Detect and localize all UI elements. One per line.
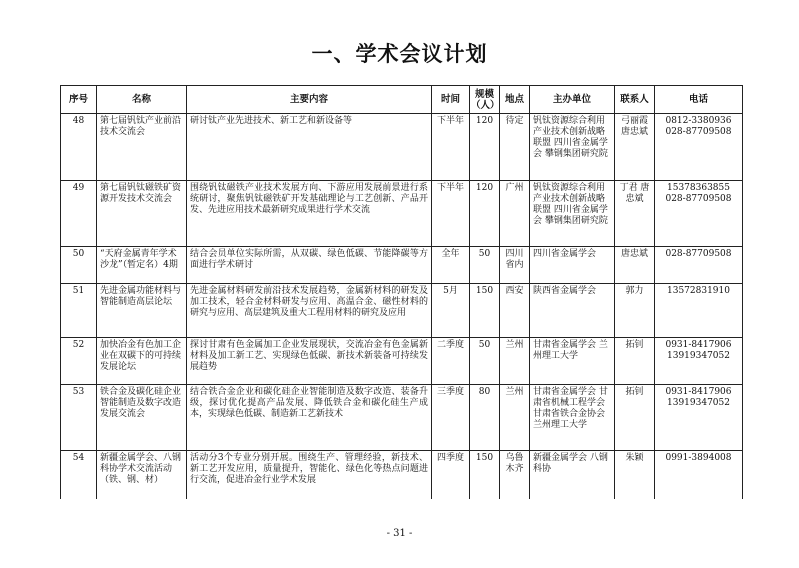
table-row [61,181,743,247]
col-header-time: 时间 [432,86,470,114]
col-header-content: 主要内容 [187,86,432,114]
cell-organizer: 新疆金属学会 八钢科协 [530,451,615,499]
col-header-scale: 规模（人） [470,86,500,114]
col-header-place: 地点 [500,86,530,114]
cell-scale: 120 [470,181,500,247]
cell-time: 三季度 [432,385,470,451]
table-header-row [61,86,743,114]
cell-contact: 弓丽霞 唐忠斌 [615,114,655,181]
cell-contact: 丁君 唐忠斌 [615,181,655,247]
cell-content: 先进金属材料研发前沿技术发展趋势，金属新材料的研发及加工技术，轻合金材料研发与应用、高温合金、磁性材料的研究与应用、高层建筑及重大工程用材料的研究及应用 [187,284,432,338]
cell-no: 53 [61,385,97,451]
cell-time: 下半年 [432,114,470,181]
cell-scale: 80 [470,385,500,451]
cell-organizer: 四川省金属学会 [530,247,615,284]
col-header-organizer: 主办单位 [530,86,615,114]
cell-phone: 0931-8417906 13919347052 [655,338,743,385]
cell-content: 活动分3个专业分别开展。围绕生产、管理经验，新技术、新工艺开发应用，质量提升，智能化、绿色化等热点问题进行交流，促进冶金行业学术发展 [187,451,432,499]
cell-no: 54 [61,451,97,499]
cell-phone: 0931-8417906 13919347052 [655,385,743,451]
cell-content: 围绕钒钛磁铁产业技术发展方向、下游应用发展前景进行系统研讨，聚焦钒钛磁铁矿开发基础理论与工艺创新、产品开发、先进应用技术最新研究成果进行学术交流 [187,181,432,247]
cell-contact: 朱颖 [615,451,655,499]
cell-place: 兰州 [500,385,530,451]
col-header-name: 名称 [97,86,187,114]
cell-no: 51 [61,284,97,338]
conference-table [60,85,743,499]
cell-content: 结合铁合金企业和碳化硅企业智能制造及数字改造、装备升级，探讨优化提高产品发展、降低铁合金和碳化硅生产成本，实现绿色低碳、制造新工艺新技术 [187,385,432,451]
cell-phone: 0991-3894008 [655,451,743,499]
cell-name: 加快冶金有色加工企业在双碳下的可持续发展论坛 [97,338,187,385]
table-row [61,451,743,499]
cell-place: 兰州 [500,338,530,385]
cell-scale: 50 [470,247,500,284]
cell-scale: 120 [470,114,500,181]
cell-scale: 50 [470,338,500,385]
cell-name: 第七届钒钛产业前沿技术交流会 [97,114,187,181]
cell-place: 待定 [500,114,530,181]
cell-organizer: 陕西省金属学会 [530,284,615,338]
col-header-contact: 联系人 [615,86,655,114]
cell-contact: 郭力 [615,284,655,338]
cell-phone: 15378363855 028-87709508 [655,181,743,247]
cell-no: 49 [61,181,97,247]
cell-name: “天府金属青年学术沙龙”（暂定名）4期 [97,247,187,284]
table-row [61,385,743,451]
col-header-phone: 电话 [655,86,743,114]
col-header-no: 序号 [61,86,97,114]
cell-organizer: 钒钛资源综合利用产业技术创新战略联盟 四川省金属学会 攀钢集团研究院 [530,181,615,247]
cell-place: 广州 [500,181,530,247]
cell-content: 研讨钛产业先进技术、新工艺和新设备等 [187,114,432,181]
cell-name: 第七届钒钛磁铁矿资源开发技术交流会 [97,181,187,247]
cell-phone: 028-87709508 [655,247,743,284]
page-number: - 31 - [386,528,413,539]
cell-organizer: 钒钛资源综合利用产业技术创新战略联盟 四川省金属学会 攀钢集团研究院 [530,114,615,181]
cell-phone: 13572831910 [655,284,743,338]
cell-time: 全年 [432,247,470,284]
cell-organizer: 甘肃省金属学会 甘肃省机械工程学会 甘肃省铁合金协会 兰州理工大学 [530,385,615,451]
cell-place: 四川省内 [500,247,530,284]
cell-contact: 唐忠斌 [615,247,655,284]
cell-time: 四季度 [432,451,470,499]
cell-no: 48 [61,114,97,181]
cell-no: 50 [61,247,97,284]
table-row [61,114,743,181]
cell-time: 二季度 [432,338,470,385]
cell-no: 52 [61,338,97,385]
cell-scale: 150 [470,451,500,499]
table-row [61,284,743,338]
cell-content: 结合会员单位实际所需，从双碳、绿色低碳、节能降碳等方面进行学术研讨 [187,247,432,284]
cell-contact: 拓钊 [615,338,655,385]
cell-name: 先进金属功能材料与智能制造高层论坛 [97,284,187,338]
table-row [61,338,743,385]
cell-name: 铁合金及碳化硅企业智能制造及数字改造发展交流会 [97,385,187,451]
page-title: 一、学术会议计划 [311,42,488,66]
cell-organizer: 甘肃省金属学会 兰州理工大学 [530,338,615,385]
table-row [61,247,743,284]
cell-content: 探讨甘肃有色金属加工企业发展现状，交流冶金有色金属新材料及加工新工艺、实现绿色低碳、新技术新装备可持续发展趋势 [187,338,432,385]
cell-contact: 拓钊 [615,385,655,451]
cell-place: 乌鲁木齐 [500,451,530,499]
cell-scale: 150 [470,284,500,338]
cell-name: 新疆金属学会、八钢科协学术交流活动（铁、钢、材） [97,451,187,499]
cell-phone: 0812-3380936 028-87709508 [655,114,743,181]
cell-place: 西安 [500,284,530,338]
cell-time: 5月 [432,284,470,338]
cell-time: 下半年 [432,181,470,247]
